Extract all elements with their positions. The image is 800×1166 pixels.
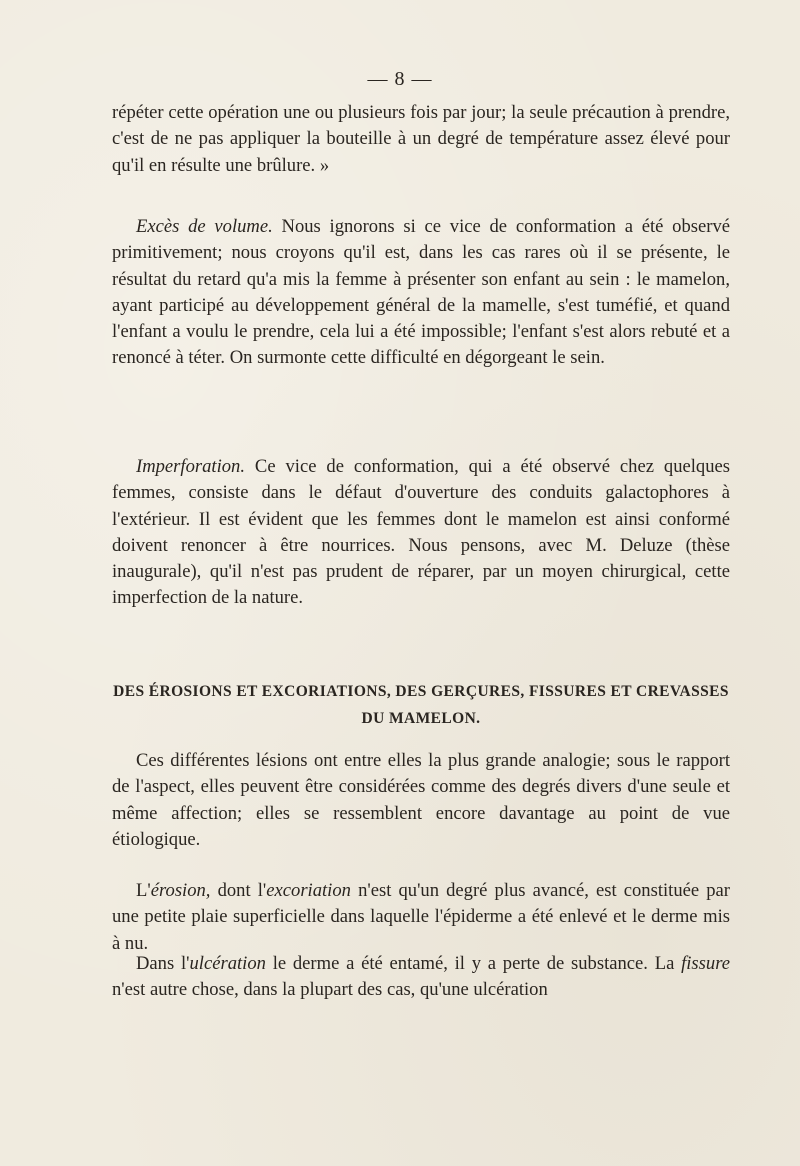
term-excoriation: excoriation <box>266 880 351 901</box>
paragraph-ulceration <box>112 951 730 1004</box>
page-number: — 8 — <box>367 68 433 90</box>
paragraph-text: répéter cette opération une ou plusieurs fois par jour; la seule précaution à prendre, c'est de ne pas appliquer la bouteille à un degré de température assez élevé pour qu'il en résulte une brûlure. » <box>112 102 730 176</box>
paragraph-body: Nous ignorons si ce vice de conformation a été observé primitivement; nous croyons qu'il est, dans les cas rares où il se présente, le résultat du retard qu'a mis la femme à présenter son enfant au sein : le mamelon, ayant participé au développement général de la mamelle, s'est tuméfié, et quand l'enfant a voulu le prendre, cela lui a été impossible; l'enfant s'est alors rebuté et a renoncé à téter. On surmonte cette difficulté en dégorgeant le sein. <box>112 216 730 369</box>
paragraph-text <box>112 214 730 372</box>
paragraph-imperforation <box>112 454 730 612</box>
paragraph-lead-term: Imperforation. <box>136 456 245 477</box>
paragraph-text <box>112 951 730 1004</box>
term-ulceration: ulcération <box>189 953 266 974</box>
text-fragment: Dans l' <box>136 953 190 974</box>
text-fragment: dont l' <box>210 880 267 901</box>
text-fragment: n'est autre chose, dans la plupart des cas, qu'une ulcération <box>112 979 548 1001</box>
term-erosion: érosion, <box>150 880 211 901</box>
paragraph-text <box>112 454 730 612</box>
paragraph-exces-de-volume <box>112 214 730 372</box>
term-fissure: fissure <box>681 953 730 974</box>
section-heading-line-2: DU MAMELON. <box>361 710 481 727</box>
paragraph-intro-lesions <box>112 748 730 853</box>
text-fragment: le derme a été entamé, il y a perte de substance. La <box>265 953 682 974</box>
section-heading <box>112 678 730 732</box>
paragraph-continuation <box>112 100 730 179</box>
text-fragment: L' <box>136 880 151 901</box>
paragraph-lead-term: Excès de volume. <box>136 216 273 237</box>
paragraph-body: Ce vice de conformation, qui a été observé chez quelques femmes, consiste dans le défaut d'ouverture des conduits galactophores à l'extérieur. Il est évident que les femmes dont le mamelon est ainsi conformé doivent renoncer à être nourrices. Nous pensons, avec M. Deluze (thèse inaugurale), qu'il n'est pas prudent de réparer, par un moyen chirurgical, cette imperfection de la nature. <box>112 456 730 609</box>
paragraph-text <box>112 878 730 957</box>
text-fragment: n'est qu'un degré plus avancé, est constituée par une petite plaie superficielle dans laquelle l'épiderme a été enlevé et le derme mis à nu. <box>112 880 730 954</box>
paragraph-erosion <box>112 878 730 957</box>
section-heading-line-1: DES ÉROSIONS ET EXCORIATIONS, DES GERÇURES, FISSURES ET CREVASSES <box>113 683 729 700</box>
paragraph-text: Ces différentes lésions ont entre elles la plus grande analogie; sous le rapport de l'aspect, elles peuvent être considérées comme des degrés divers d'une seule et même affection; elles se ressemblent encore davantage au point de vue étiologique. <box>112 750 730 850</box>
